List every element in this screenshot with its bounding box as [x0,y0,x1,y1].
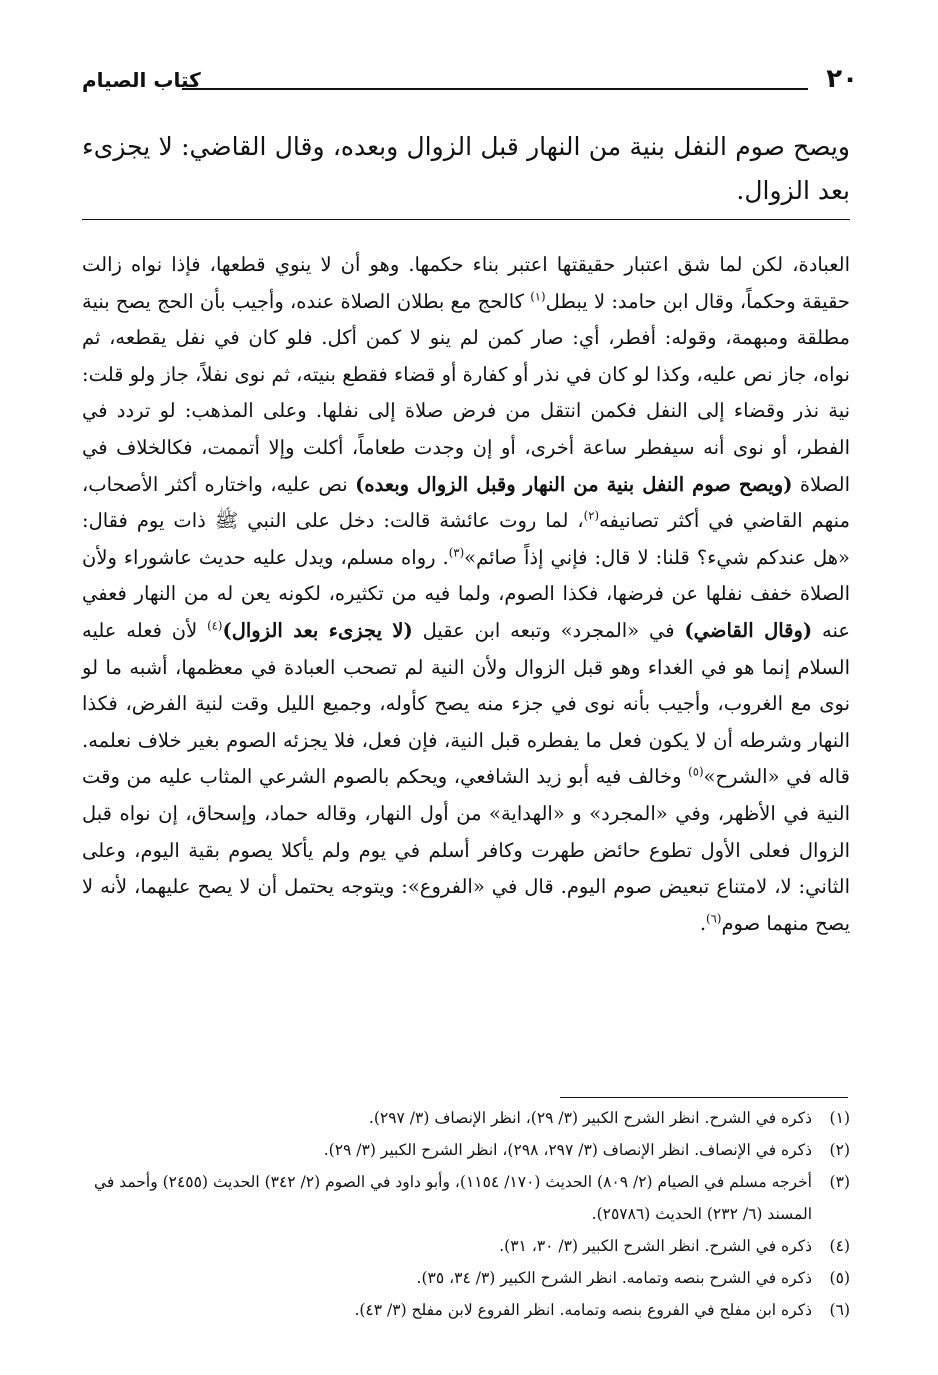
footnote-text: ذكره ابن مفلح في الفروع بنصه وتمامه. انظر الفروع لابن مفلح (٣/ ٤٣). [354,1301,812,1319]
footnote-item [82,1262,850,1294]
header-rule [182,88,808,90]
footnote-item [82,1230,850,1262]
footnotes [82,1102,850,1326]
quoted-matn: (وقال القاضي) [684,618,813,642]
footnote-number: (٤) [829,1237,850,1255]
footnote-ref[interactable]: (٢) [583,508,600,523]
footnote-ref[interactable]: (٥) [688,764,704,779]
footnote-item [82,1166,850,1230]
matn-separator [82,219,850,220]
footnote-item [82,1102,850,1134]
footnote-text: ذكره في الشرح بنصه وتمامه. انظر الشرح الكبير (٣/ ٣٤، ٣٥). [416,1269,812,1287]
text-run: . رواه مسلم، ويدل عليه حديث عاشوراء ولأن الصلاة خفف نفلها عن فرضها، فكذا الصوم، ولما فيه من تكثيره، لكونه يعن له من النهار فعفي عنه [82,545,850,642]
text-run: وخالف فيه أبو زيد الشافعي، ويحكم بالصوم الشرعي المثاب عليه من وقت النية في الأظهر، وفي «المجرد» و «الهداية» من أول النهار، وقاله حماد، وإسحاق، إن نواه قبل الزوال فعلى الأول تطوع حائض طهرت وكافر أسلم في يوم ولم يأكلا يصوم بقية اليوم، وعلى الثاني: لا، لامتناع تبعيض صوم اليوم. قال في «الفروع»: ويتوجه يحتمل أن لا يصح عليهما، لأنه لا يصح منهما صوم [82,765,850,935]
text-run: كالحج مع بطلان الصلاة عنده، وأجيب بأن الحج يصح بنية مطلقة ومبهمة، وقوله: أفطر، أي: صار كمن لم ينو لا كمن أكل. فلو كان في نفل يقطعه، ثم نواه، جاز نص عليه، وكذا لو كان في نذر أو كفارة أو قضاء فقطع بنيته، ثم نوى نفلاً، جاز ولو قلت: نية نذر وقضاء إلى النفل فكمن انتقل من فرض صلاة إلى نفلها. وعلى المذهب: لو تردد في الفطر، أو نوى أنه سيفطر ساعة أخرى، أو إن وجدت طعاماً، أكلت وإلا أتممت، فكالخلاف في الصلاة [82,289,850,496]
footnote-item [82,1294,850,1326]
footnote-ref[interactable]: (٣) [448,545,465,560]
footnote-text: أخرجه مسلم في الصيام (٢/ ٨٠٩) الحديث (١٧٠/ ١١٥٤)، وأبو داود في الصوم (٢/ ٣٤٢) الحديث (٢٤٥٥) وأحمد في المسند (٦/ ٢٣٢) الحديث (٢٥٧٨٦). [93,1173,812,1223]
text-run: العبادة، لكن لما شق اعتبار حقيقتها اعتبر بناء حكمها. وهو أن لا ينوي قطعها، فإذا نواه زالت حقيقة وحكماً، وقال ابن حامد: لا يبطل [82,253,850,313]
footnote-ref[interactable]: (٤) [207,618,223,633]
text-run: لأن فعله عليه السلام إنما هو في الغداء وهو قبل الزوال ولأن النية لم تصحب العبادة في معظمها، أشبه ما لو نوى مع الغروب، وأجيب بأنه نوى في جزء منه يصح كأوله، وجميع الليل وقت لنية الفرض، فكذا النهار وشرطه أن لا يكون فعل ما يفطره قبل النية، فإن فعل، فلا يجزئه الصوم بغير خلاف نعلمه. قاله في «الشرح» [82,618,851,789]
footnote-number: (٢) [829,1141,850,1159]
footnote-ref[interactable]: (١) [530,289,546,304]
footnote-number: (١) [829,1109,850,1127]
commentary-paragraph [82,247,850,942]
footnote-text: ذكره في الشرح. انظر الشرح الكبير (٣/ ٣٠، ٣١). [499,1237,812,1255]
footnote-number: (٥) [829,1269,850,1287]
footnote-number: (٦) [829,1301,850,1319]
text-run: نص عليه، واختاره أكثر الأصحاب، منهم القاضي في أكثر تصانيفه [82,472,850,533]
page-header [82,64,858,100]
footnote-number: (٣) [829,1173,850,1191]
footnote-separator [560,1097,848,1098]
quoted-matn: (ويصح صوم النفل بنية من النهار وقبل الزوال وبعده) [355,472,793,496]
footnote-item [82,1134,850,1166]
footnote-ref[interactable]: (٦) [706,911,722,926]
book-title: كتاب الصيام [82,68,201,92]
matn-text: ويصح صوم النفل بنية من النهار قبل الزوال وبعده، وقال القاضي: لا يجزىء بعد الزوال. [82,132,850,205]
footnote-text: ذكره في الإنصاف. انظر الإنصاف (٣/ ٢٩٧، ٢٩٨)، انظر الشرح الكبير (٣/ ٢٩). [323,1141,812,1159]
page-number: ٢٠ [826,64,858,94]
commentary-body [82,247,850,942]
footnote-text: ذكره في الشرح. انظر الشرح الكبير (٣/ ٢٩)، انظر الإنصاف (٣/ ٢٩٧). [368,1109,812,1127]
text-run: ، لما روت عائشة قالت: دخل على النبي ﷺ ذات يوم فقال: «هل عندكم شيء؟ قلنا: لا قال: فإني إذاً صائم» [82,509,850,569]
text-run: . [699,911,707,935]
text-run: في «المجرد» وتبعه ابن عقيل [412,618,685,642]
quoted-matn: (لا يجزىء بعد الزوال) [222,618,413,642]
